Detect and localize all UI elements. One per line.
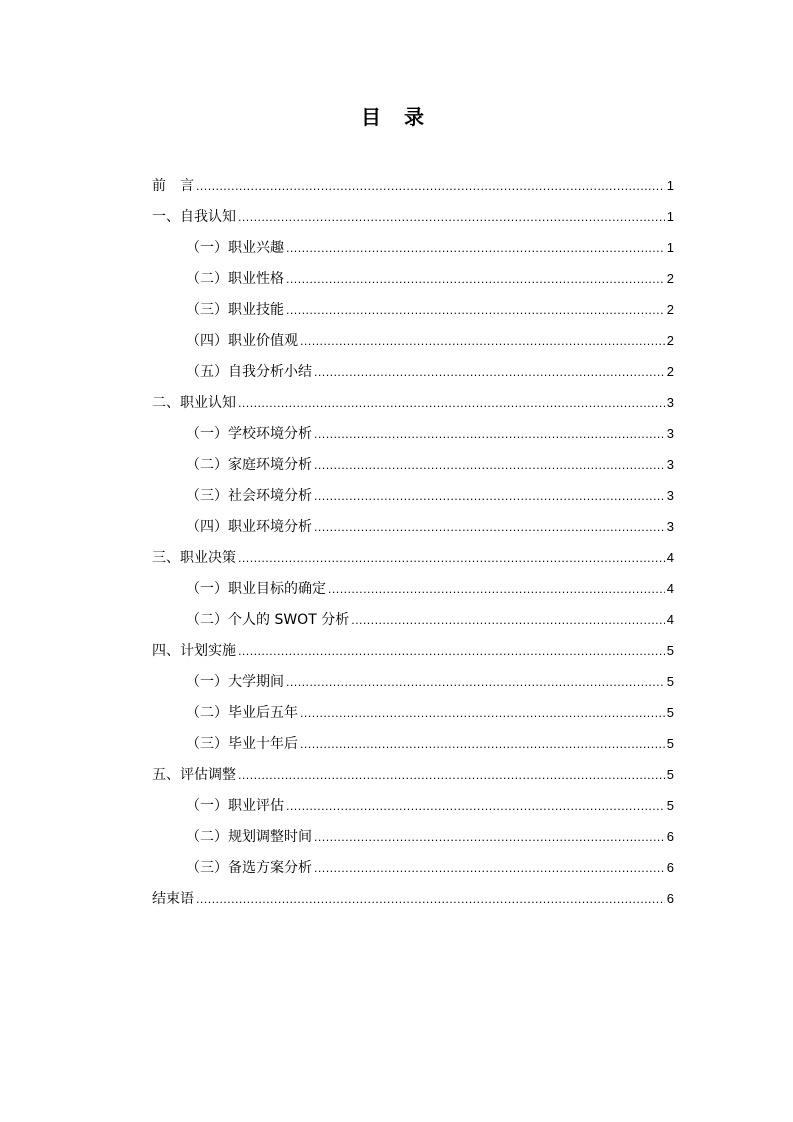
toc-entry-page-number: 6 — [666, 891, 674, 906]
toc-entry-page-number: 5 — [666, 674, 674, 689]
dot-leader — [314, 486, 665, 508]
toc-entry[interactable] — [152, 454, 674, 485]
toc-entry[interactable] — [152, 361, 674, 392]
dot-leader — [314, 362, 665, 384]
toc-entry-label: （二）规划调整时间 — [186, 829, 312, 845]
toc-entry[interactable] — [152, 268, 674, 299]
toc-entry-page-number: 5 — [666, 643, 674, 658]
toc-entry-page-number: 6 — [666, 860, 674, 875]
toc-entry-label: （一）职业评估 — [186, 798, 284, 814]
toc-entry-label: （二）毕业后五年 — [186, 705, 298, 721]
toc-entry[interactable] — [152, 175, 674, 206]
toc-entry-label: 一、自我认知 — [152, 209, 236, 225]
toc-entry[interactable] — [152, 609, 674, 640]
toc-entry-label: 前 言 — [152, 178, 194, 194]
dot-leader — [238, 765, 665, 787]
toc-entry-page-number: 2 — [666, 333, 674, 348]
toc-entry[interactable] — [152, 857, 674, 888]
dot-leader — [196, 889, 665, 911]
toc-entry-label: （二）家庭环境分析 — [186, 457, 312, 473]
toc-entry-page-number: 1 — [666, 240, 674, 255]
toc-entry[interactable] — [152, 764, 674, 795]
table-of-contents — [152, 175, 674, 919]
toc-entry-page-number: 4 — [666, 612, 674, 627]
dot-leader — [300, 331, 665, 353]
toc-entry-page-number: 5 — [666, 767, 674, 782]
toc-entry-page-number: 5 — [666, 736, 674, 751]
toc-entry-label: 二、职业认知 — [152, 395, 236, 411]
dot-leader — [196, 176, 665, 198]
toc-entry[interactable] — [152, 485, 674, 516]
toc-entry-page-number: 1 — [666, 178, 674, 193]
toc-entry-label: （三）职业技能 — [186, 302, 284, 318]
toc-entry-label: 五、评估调整 — [152, 767, 236, 783]
dot-leader — [314, 517, 665, 539]
toc-entry[interactable] — [152, 578, 674, 609]
toc-entry-label: （四）职业价值观 — [186, 333, 298, 349]
toc-entry[interactable] — [152, 206, 674, 237]
toc-entry[interactable] — [152, 423, 674, 454]
dot-leader — [286, 672, 665, 694]
toc-entry[interactable] — [152, 702, 674, 733]
toc-entry[interactable] — [152, 795, 674, 826]
toc-entry-page-number: 3 — [666, 426, 674, 441]
dot-leader — [300, 703, 665, 725]
dot-leader — [351, 610, 665, 632]
toc-entry-page-number: 5 — [666, 798, 674, 813]
toc-entry-page-number: 6 — [666, 829, 674, 844]
toc-entry-label: （三）社会环境分析 — [186, 488, 312, 504]
dot-leader — [286, 796, 665, 818]
toc-entry-page-number: 3 — [666, 519, 674, 534]
dot-leader — [328, 579, 665, 601]
toc-entry-label: （五）自我分析小结 — [186, 364, 312, 380]
dot-leader — [300, 734, 665, 756]
toc-entry-label: （三）备选方案分析 — [186, 860, 312, 876]
toc-entry-label: （二）职业性格 — [186, 271, 284, 287]
toc-entry-label: （二）个人的 SWOT 分析 — [186, 612, 350, 628]
toc-entry-page-number: 3 — [666, 457, 674, 472]
toc-entry[interactable] — [152, 516, 674, 547]
toc-entry-page-number: 2 — [666, 302, 674, 317]
toc-entry[interactable] — [152, 392, 674, 423]
toc-entry-label: （一）职业目标的确定 — [186, 581, 326, 597]
dot-leader — [238, 393, 665, 415]
dot-leader — [314, 455, 665, 477]
toc-entry-label: （四）职业环境分析 — [186, 519, 312, 535]
toc-entry-label: 四、计划实施 — [152, 643, 236, 659]
toc-entry-page-number: 5 — [666, 705, 674, 720]
toc-entry-label: （三）毕业十年后 — [186, 736, 298, 752]
toc-entry-page-number: 4 — [666, 581, 674, 596]
dot-leader — [238, 548, 665, 570]
toc-entry-page-number: 2 — [666, 271, 674, 286]
toc-entry-label: 三、职业决策 — [152, 550, 236, 566]
toc-entry-page-number: 4 — [666, 550, 674, 565]
dot-leader — [314, 424, 665, 446]
dot-leader — [314, 858, 665, 880]
dot-leader — [238, 207, 665, 229]
toc-entry-page-number: 2 — [666, 364, 674, 379]
toc-title: 目 录 — [361, 105, 432, 129]
toc-entry[interactable] — [152, 299, 674, 330]
toc-entry-label: （一）学校环境分析 — [186, 426, 312, 442]
toc-entry-page-number: 3 — [666, 395, 674, 410]
toc-entry[interactable] — [152, 671, 674, 702]
dot-leader — [286, 238, 665, 260]
dot-leader — [286, 300, 665, 322]
toc-entry[interactable] — [152, 888, 674, 919]
dot-leader — [238, 641, 665, 663]
toc-entry-label: （一）大学期间 — [186, 674, 284, 690]
toc-entry[interactable] — [152, 330, 674, 361]
toc-entry-label: （一）职业兴趣 — [186, 240, 284, 256]
dot-leader — [286, 269, 665, 291]
toc-entry[interactable] — [152, 237, 674, 268]
toc-entry[interactable] — [152, 733, 674, 764]
dot-leader — [314, 827, 665, 849]
toc-entry[interactable] — [152, 640, 674, 671]
toc-entry-page-number: 1 — [666, 209, 674, 224]
toc-entry[interactable] — [152, 826, 674, 857]
toc-entry-page-number: 3 — [666, 488, 674, 503]
toc-entry[interactable] — [152, 547, 674, 578]
toc-entry-label: 结束语 — [152, 891, 194, 907]
